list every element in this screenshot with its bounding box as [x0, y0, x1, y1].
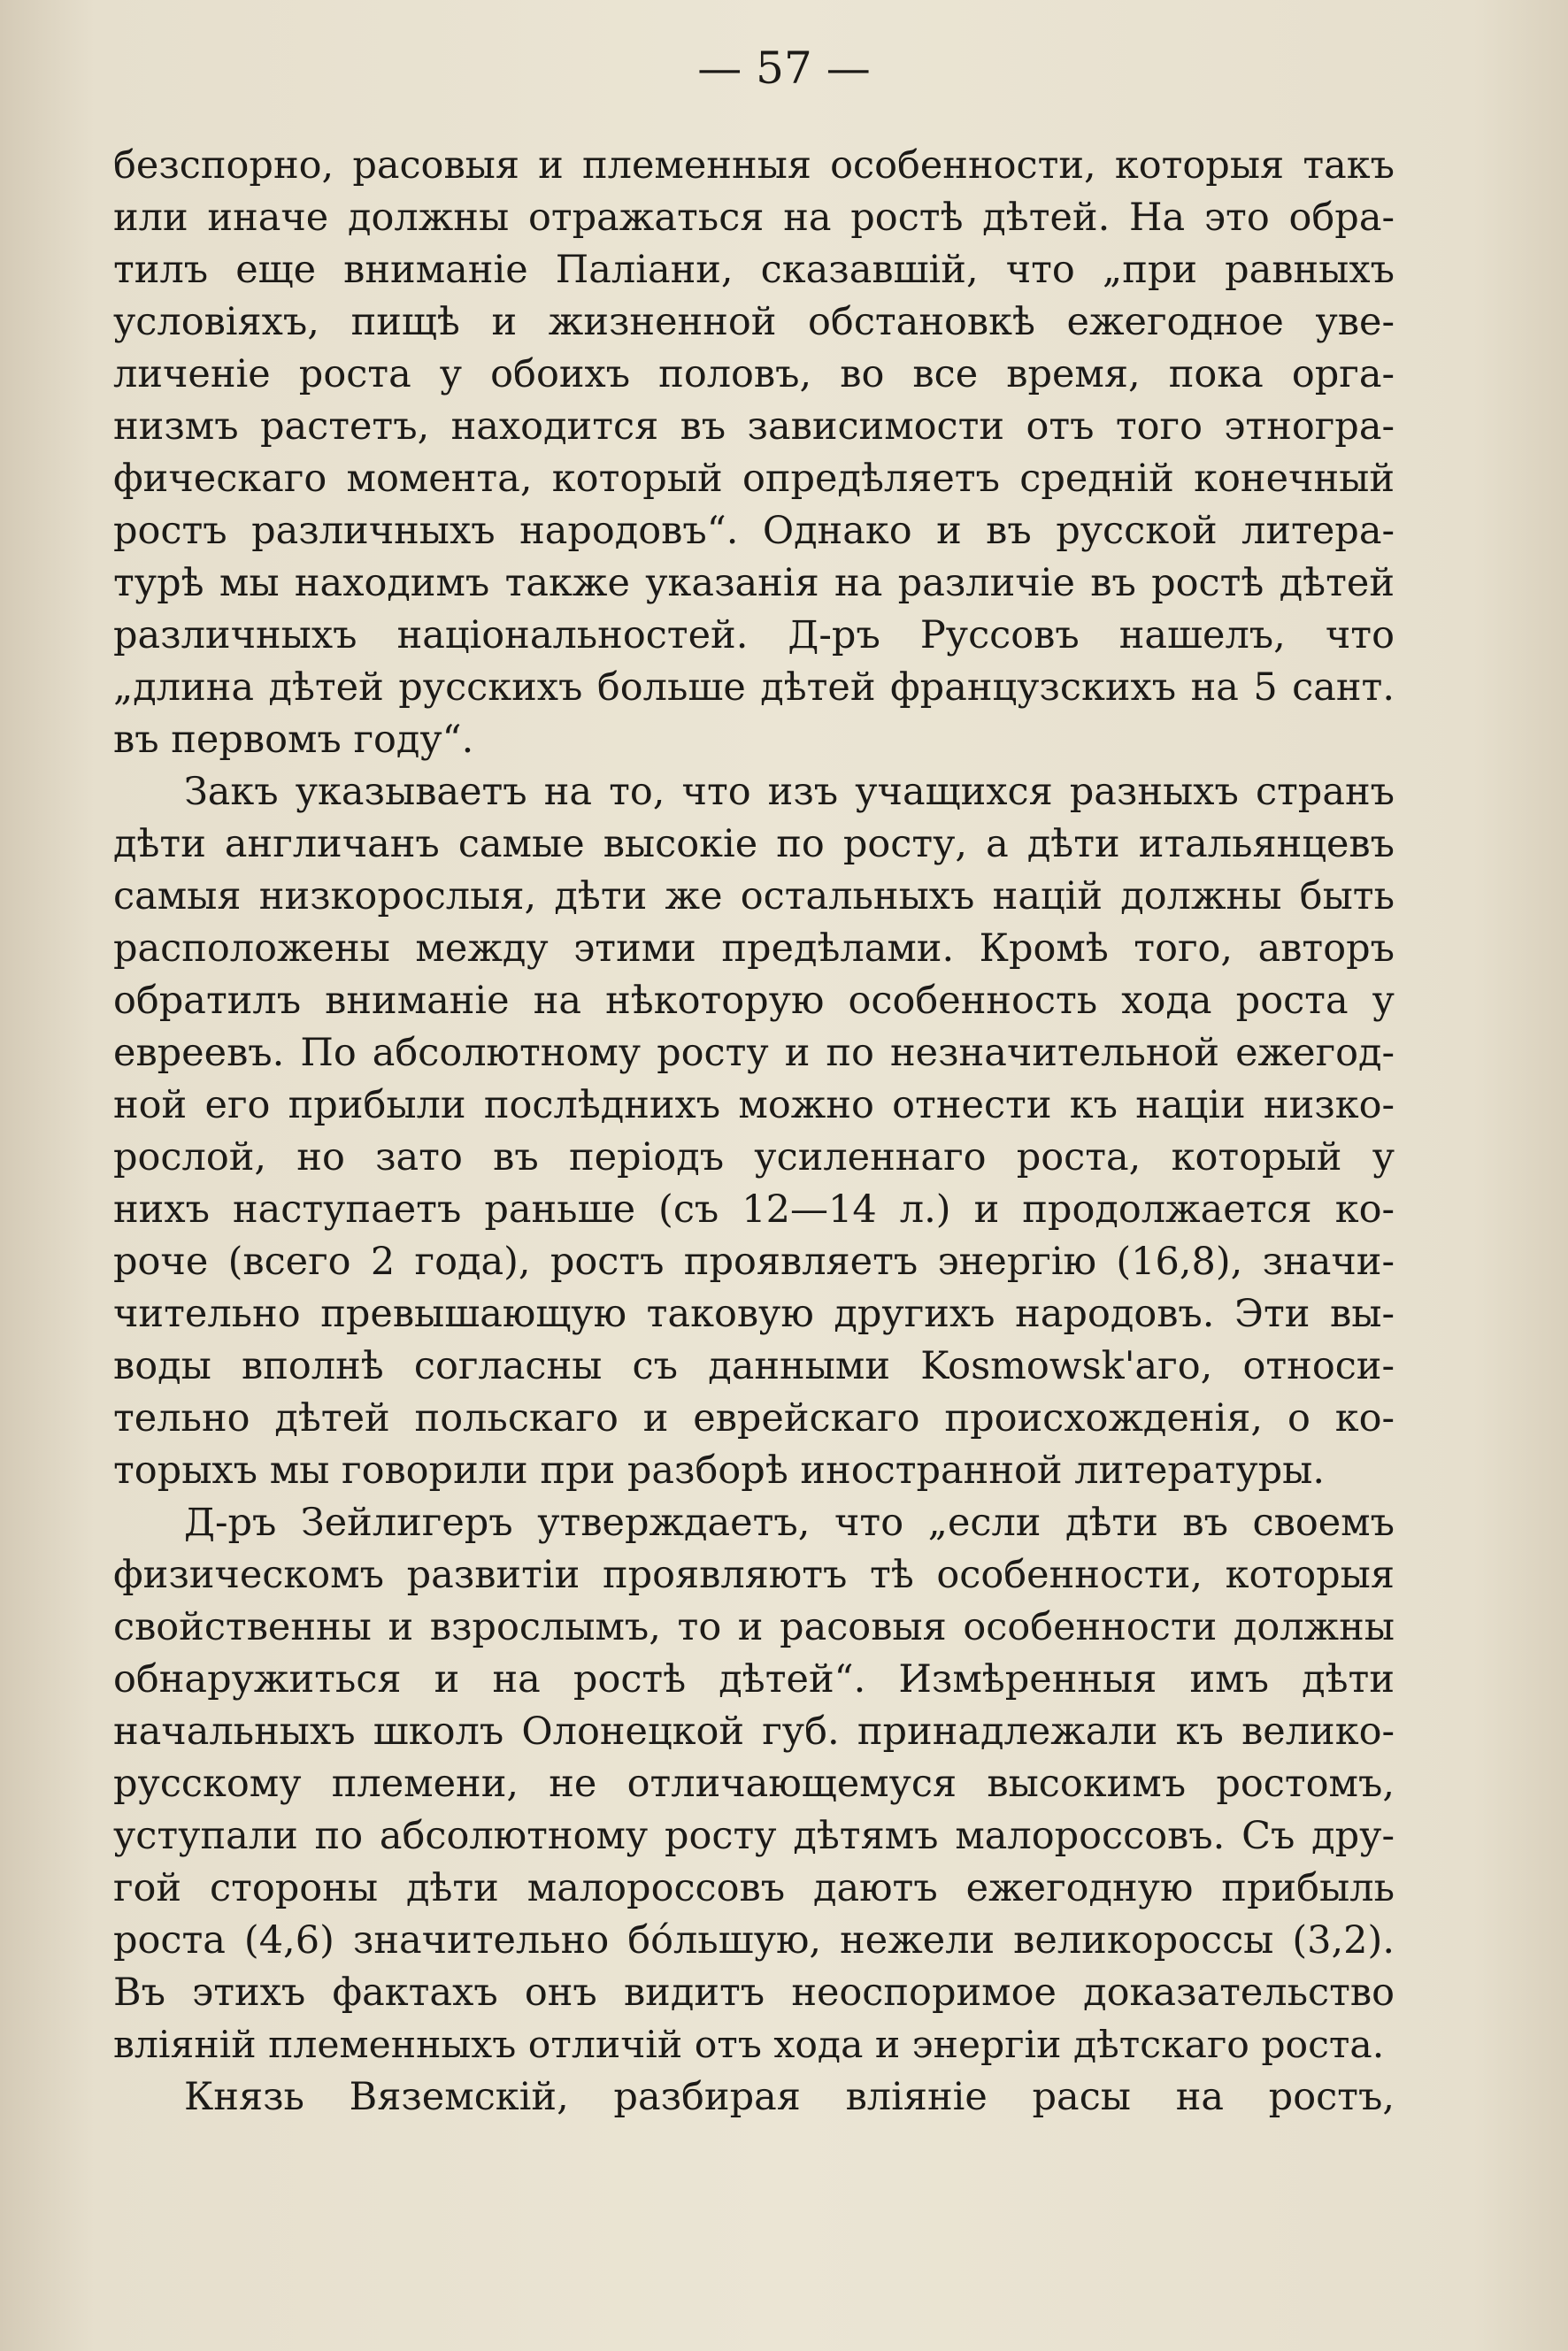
text-line: Въ этихъ фактахъ онъ видитъ неоспоримое доказательство	[113, 1971, 1395, 2015]
page-number: — 57 —	[697, 42, 871, 94]
text-line: торыхъ мы говорили при разборѣ иностранной литературы.	[113, 1448, 1326, 1493]
paragraph-1	[113, 140, 1395, 766]
text-line: чительно превышающую таковую другихъ народовъ. Эти вы-	[113, 1292, 1395, 1336]
text-line: ростъ различныхъ народовъ“. Однако и въ русской литера-	[113, 509, 1395, 553]
text-line: гой стороны дѣти малороссовъ даютъ ежегодную прибыль	[113, 1866, 1395, 1910]
paragraph-4	[113, 2071, 1395, 2124]
text-line: или иначе должны отражаться на ростѣ дѣтей. На это обра-	[113, 196, 1395, 240]
text-line: ной его прибыли послѣднихъ можно отнести къ націи низко-	[113, 1083, 1395, 1127]
text-line: тилъ еще вниманіе Паліани, сказавшій, что „при равныхъ	[113, 248, 1395, 292]
text-line: самыя низкорослыя, дѣти же остальныхъ націй должны быть	[113, 874, 1395, 918]
text-line: роче (всего 2 года), ростъ проявляетъ энергію (16,8), значи-	[113, 1240, 1395, 1284]
text-line: дѣти англичанъ самые высокіе по росту, а дѣти итальянцевъ	[113, 822, 1395, 866]
text-line: безспорно, расовыя и племенныя особенности, которыя такъ	[113, 143, 1395, 188]
text-line: низмъ растетъ, находится въ зависимости отъ того этногра-	[113, 404, 1395, 449]
text-line: расположены между этими предѣлами. Кромѣ того, авторъ	[113, 926, 1395, 971]
text-line: вліяній племенныхъ отличій отъ хода и энергіи дѣтскаго роста.	[113, 2024, 1385, 2067]
text-line: роста (4,6) значительно бóльшую, нежели великороссы (3,2).	[113, 1918, 1395, 1963]
text-line: фическаго момента, который опредѣляетъ средній конечный	[113, 457, 1395, 501]
text-line: „длина дѣтей русскихъ больше дѣтей французскихъ на 5 сант.	[113, 665, 1395, 710]
text-line: турѣ мы находимъ также указанія на различіе въ ростѣ дѣтей	[113, 561, 1395, 605]
text-line: различныхъ національностей. Д-ръ Руссовъ нашелъ, что	[113, 613, 1395, 657]
text-line: въ первомъ году“.	[113, 718, 474, 762]
text-line: уступали по абсолютному росту дѣтямъ малороссовъ. Съ дру-	[113, 1814, 1395, 1858]
text-line: условіяхъ, пищѣ и жизненной обстановкѣ ежегодное уве-	[113, 300, 1395, 344]
text-line: личеніе роста у обоихъ половъ, во все время, пока орга-	[113, 352, 1395, 396]
text-line: евреевъ. По абсолютному росту и по незначительной ежегод-	[113, 1031, 1395, 1075]
paragraph-2	[113, 766, 1395, 1497]
text-line: обнаружиться и на ростѣ дѣтей“. Измѣренныя имъ дѣти	[113, 1657, 1395, 1702]
text-line: воды вполнѣ согласны съ данными Kosmowsk'аго, относи-	[113, 1344, 1395, 1388]
text-line: тельно дѣтей польскаго и еврейскаго происхожденія, о ко-	[113, 1396, 1395, 1441]
body-text	[113, 140, 1395, 2124]
text-line: начальныхъ школъ Олонецкой губ. принадлежали къ велико-	[113, 1709, 1395, 1754]
text-line: свойственны и взрослымъ, то и расовыя особенности должны	[113, 1605, 1395, 1649]
text-line: Князь Вяземскій, разбирая вліяніе расы на ростъ,	[184, 2075, 1395, 2119]
paragraph-3	[113, 1497, 1395, 2071]
text-line: рослой, но зато въ періодъ усиленнаго роста, который у	[113, 1135, 1395, 1179]
text-line: Д-ръ Зейлигеръ утверждаетъ, что „если дѣти въ своемъ	[184, 1501, 1395, 1545]
text-line: физическомъ развитіи проявляютъ тѣ особенности, которыя	[113, 1553, 1395, 1597]
text-line: нихъ наступаетъ раньше (съ 12—14 л.) и продолжается ко-	[113, 1187, 1395, 1232]
text-line: русскому племени, не отличающемуся высокимъ ростомъ,	[113, 1762, 1395, 1806]
text-line: обратилъ вниманіе на нѣкоторую особенность хода роста у	[113, 979, 1395, 1023]
text-line: Закъ указываетъ на то, что изъ учащихся разныхъ странъ	[184, 770, 1395, 814]
